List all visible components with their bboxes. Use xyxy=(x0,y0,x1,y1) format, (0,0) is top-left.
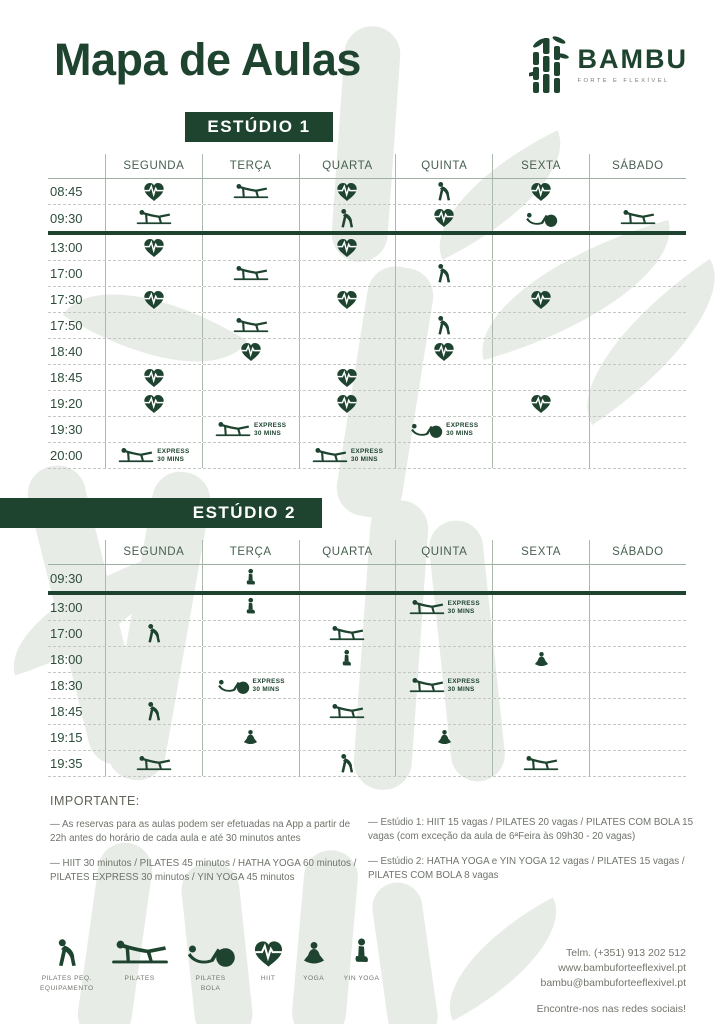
hiit-icon xyxy=(433,208,455,228)
class-cell xyxy=(492,699,589,724)
class-cell xyxy=(202,443,299,468)
class-cell xyxy=(492,235,589,260)
class-cell xyxy=(395,673,492,698)
class-cell xyxy=(492,179,589,204)
legend-icon-box xyxy=(186,932,236,968)
time-label: 17:50 xyxy=(50,318,83,333)
time-label: 18:45 xyxy=(50,704,83,719)
legend-item-yoga xyxy=(301,932,327,984)
studio-section-2 xyxy=(0,498,724,777)
class-cell xyxy=(299,595,396,620)
class-cell xyxy=(589,565,686,591)
pilates-icon xyxy=(136,209,172,227)
express-line1: EXPRESS xyxy=(254,421,287,429)
class-cell xyxy=(202,725,299,750)
class-cell xyxy=(105,365,202,390)
schedule-row xyxy=(48,365,686,391)
class-cell xyxy=(395,417,492,442)
studio-banner-title: ESTÚDIO 2 xyxy=(192,503,296,522)
class-cell xyxy=(395,287,492,312)
yoga-icon xyxy=(436,728,453,747)
legend-label-line: PILATES xyxy=(195,975,226,982)
legend-item-yin-yoga xyxy=(344,932,380,984)
pilates-peq-icon xyxy=(435,263,453,284)
hiit-icon xyxy=(433,342,455,362)
class-cell xyxy=(395,595,492,620)
class-cell xyxy=(299,287,396,312)
legend-item-pilates-peq xyxy=(40,932,94,994)
pilates-icon xyxy=(329,703,365,721)
page-title: Mapa de Aulas xyxy=(54,34,361,85)
express-line2: 30 MINS xyxy=(446,429,474,437)
legend-label-line: EQUIPAMENTO xyxy=(40,984,94,992)
pilates-peq-icon xyxy=(338,753,356,774)
schedule-header-row xyxy=(48,540,686,565)
express-line1: EXPRESS xyxy=(447,599,480,607)
schedule-row xyxy=(48,673,686,699)
hiit-icon xyxy=(336,394,358,414)
class-cell xyxy=(589,365,686,390)
schedule-row xyxy=(48,287,686,313)
class-cell xyxy=(105,595,202,620)
class-cell xyxy=(589,313,686,338)
yin-yoga-icon xyxy=(353,938,371,968)
express-line1: EXPRESS xyxy=(446,421,479,429)
class-cell xyxy=(395,391,492,416)
pilates-icon xyxy=(409,677,445,695)
class-cell xyxy=(105,287,202,312)
pilates-icon xyxy=(233,183,269,201)
class-cell xyxy=(589,595,686,620)
studio-banner-title: ESTÚDIO 1 xyxy=(207,117,311,136)
legend-label-line: BOLA xyxy=(200,984,221,992)
express-label xyxy=(157,448,189,463)
pilates-icon xyxy=(118,447,154,465)
pilates-icon xyxy=(215,421,251,439)
pilates-peq-icon xyxy=(435,181,453,202)
legend-label-line: YOGA xyxy=(303,975,325,982)
class-cell xyxy=(299,751,396,776)
day-header: QUINTA xyxy=(395,154,492,178)
class-cell xyxy=(202,751,299,776)
class-cell xyxy=(105,443,202,468)
class-cell xyxy=(299,417,396,442)
class-cell xyxy=(492,287,589,312)
day-header: QUINTA xyxy=(395,540,492,564)
day-header: SEGUNDA xyxy=(105,540,202,564)
schedule-row xyxy=(48,179,686,205)
email-address: bambu@bambuforteeflexivel.pt xyxy=(540,977,686,990)
class-cell xyxy=(105,235,202,260)
hiit-icon xyxy=(143,368,165,388)
class-cell xyxy=(299,565,396,591)
class-cell xyxy=(202,339,299,364)
class-cell xyxy=(105,417,202,442)
schedule-row xyxy=(48,391,686,417)
express-line1: EXPRESS xyxy=(252,677,285,685)
express-label xyxy=(254,422,286,437)
express-line2: 30 MINS xyxy=(254,429,282,437)
studio-banner-2 xyxy=(0,498,322,528)
class-cell xyxy=(299,391,396,416)
pilates-peq-icon xyxy=(54,938,80,968)
legend-icon-box xyxy=(54,932,80,968)
schedule-row xyxy=(48,205,686,231)
yin-yoga-icon xyxy=(245,597,257,618)
class-cell xyxy=(299,673,396,698)
day-header: TERÇA xyxy=(202,154,299,178)
pilates-icon xyxy=(136,755,172,773)
notes-right-column xyxy=(368,816,704,895)
bamboo-watermark xyxy=(369,879,441,1024)
class-cell xyxy=(202,261,299,286)
class-cell xyxy=(492,417,589,442)
time-column-header xyxy=(48,154,105,178)
class-cell xyxy=(299,235,396,260)
class-cell xyxy=(299,261,396,286)
pilates-bola-icon xyxy=(410,420,443,439)
express-line1: EXPRESS xyxy=(157,447,190,455)
class-cell xyxy=(395,365,492,390)
time-label: 18:00 xyxy=(50,652,83,667)
note-durations: — HIIT 30 minutos / PILATES 45 minutos / HATHA YOGA 60 minutos / PILATES EXPRESS 30 minutos / YIN YOGA 45 minutos xyxy=(50,858,357,884)
pilates-icon xyxy=(233,317,269,335)
bamboo-icon xyxy=(529,34,569,94)
day-header: SÁBADO xyxy=(589,154,686,178)
note-reservations: — As reservas para as aulas podem ser efetuadas na App a partir de 22h antes do horário de cada aula e até 30 minutos antes xyxy=(50,819,351,844)
class-cell xyxy=(492,565,589,591)
class-cell xyxy=(105,179,202,204)
day-header: QUARTA xyxy=(299,540,396,564)
class-cell xyxy=(492,443,589,468)
class-cell xyxy=(395,339,492,364)
class-cell xyxy=(589,179,686,204)
class-cell xyxy=(589,235,686,260)
hiit-icon xyxy=(530,182,552,202)
class-cell xyxy=(105,751,202,776)
pilates-icon xyxy=(523,755,559,773)
class-cell xyxy=(492,751,589,776)
yoga-icon xyxy=(301,939,327,968)
legend-label-line: YIN YOGA xyxy=(343,975,380,982)
class-cell xyxy=(299,205,396,231)
class-cell xyxy=(105,725,202,750)
time-label: 19:20 xyxy=(50,396,83,411)
time-label: 18:30 xyxy=(50,678,83,693)
hiit-icon xyxy=(336,182,358,202)
legend-label-line: HIIT xyxy=(260,975,276,982)
class-cell xyxy=(105,313,202,338)
time-label: 17:00 xyxy=(50,266,83,281)
class-cell xyxy=(589,673,686,698)
brand-logo xyxy=(529,34,689,94)
class-cell xyxy=(105,699,202,724)
studio-banner-1 xyxy=(185,112,333,142)
schedule-row xyxy=(48,339,686,365)
pilates-icon xyxy=(312,447,348,465)
class-cell xyxy=(395,205,492,231)
hiit-icon xyxy=(336,238,358,258)
class-cell xyxy=(105,647,202,672)
yin-yoga-icon xyxy=(341,649,353,670)
yoga-icon xyxy=(242,728,259,747)
class-cell xyxy=(202,673,299,698)
express-line2: 30 MINS xyxy=(157,455,185,463)
time-label: 18:45 xyxy=(50,370,83,385)
legend-icon-box xyxy=(253,932,284,968)
class-cell xyxy=(492,595,589,620)
pilates-bola-icon xyxy=(525,209,558,228)
class-cell xyxy=(299,725,396,750)
express-line2: 30 MINS xyxy=(447,607,475,615)
class-cell xyxy=(395,647,492,672)
hiit-icon xyxy=(530,290,552,310)
express-line2: 30 MINS xyxy=(447,685,475,693)
hiit-icon xyxy=(143,394,165,414)
class-cell xyxy=(202,287,299,312)
yin-yoga-icon xyxy=(245,568,257,589)
time-label: 17:30 xyxy=(50,292,83,307)
class-cell xyxy=(202,595,299,620)
pilates-peq-icon xyxy=(145,701,163,722)
day-header: TERÇA xyxy=(202,540,299,564)
class-type-legend xyxy=(40,932,379,994)
class-cell xyxy=(395,751,492,776)
class-cell xyxy=(299,365,396,390)
time-label: 20:00 xyxy=(50,448,83,463)
hiit-icon xyxy=(336,368,358,388)
class-cell xyxy=(589,417,686,442)
express-label xyxy=(253,678,285,693)
time-label: 09:30 xyxy=(50,570,83,586)
class-cell xyxy=(202,313,299,338)
notes-title: IMPORTANTE: xyxy=(50,794,140,808)
note-studio1-capacity: — Estúdio 1: HIIT 15 vagas / PILATES 20 vagas / PILATES COM BOLA 15 vagas (com exceção da aula de 6ªFeira às 09h30 - 20 vagas) xyxy=(368,817,694,842)
express-line1: EXPRESS xyxy=(447,677,480,685)
pilates-bola-icon xyxy=(217,676,250,695)
pilates-icon xyxy=(329,625,365,643)
class-cell xyxy=(395,235,492,260)
schedule-row xyxy=(48,595,686,621)
social-callout: Encontre-nos nas redes sociais! xyxy=(536,1002,686,1015)
legend-icon-box xyxy=(301,932,327,968)
class-cell xyxy=(395,313,492,338)
schedule-row xyxy=(48,751,686,777)
class-cell xyxy=(202,565,299,591)
schedule-table-1 xyxy=(48,154,686,469)
class-cell xyxy=(589,647,686,672)
express-line2: 30 MINS xyxy=(350,455,378,463)
class-cell xyxy=(299,179,396,204)
hiit-icon xyxy=(530,394,552,414)
legend-item-hiit xyxy=(253,932,284,984)
class-cell xyxy=(492,313,589,338)
class-cell xyxy=(589,261,686,286)
schedule-row xyxy=(48,235,686,261)
pilates-bola-icon xyxy=(186,940,236,968)
pilates-peq-icon xyxy=(145,623,163,644)
class-cell xyxy=(492,621,589,646)
class-cell xyxy=(105,621,202,646)
time-column-header xyxy=(48,540,105,564)
class-cell xyxy=(589,287,686,312)
class-cell xyxy=(395,261,492,286)
day-header: SÁBADO xyxy=(589,540,686,564)
time-label: 19:35 xyxy=(50,756,83,771)
time-label: 19:30 xyxy=(50,422,83,437)
schedule-row xyxy=(48,621,686,647)
legend-label-line: PILATES PEQ. xyxy=(41,975,92,982)
pilates-icon xyxy=(111,939,169,968)
class-cell xyxy=(492,647,589,672)
class-cell xyxy=(492,205,589,231)
class-cell xyxy=(105,565,202,591)
class-cell xyxy=(105,391,202,416)
pilates-icon xyxy=(233,265,269,283)
hiit-icon xyxy=(143,238,165,258)
class-cell xyxy=(105,261,202,286)
brand-name: BAMBU xyxy=(577,44,688,74)
legend-label xyxy=(344,974,380,984)
class-cell xyxy=(299,313,396,338)
contact-info xyxy=(537,946,686,1017)
note-studio2-capacity: — Estúdio 2: HATHA YOGA e YIN YOGA 12 vagas / PILATES 15 vagas / PILATES COM BOLA 8 vagas xyxy=(368,856,685,882)
hiit-icon xyxy=(253,940,284,968)
express-line1: EXPRESS xyxy=(350,447,384,455)
legend-label-line: PILATES xyxy=(124,975,155,982)
time-label: 09:30 xyxy=(50,210,83,226)
class-cell xyxy=(492,725,589,750)
class-cell xyxy=(202,621,299,646)
website-url: www.bambuforteeflexivel.pt xyxy=(558,962,686,975)
class-cell xyxy=(395,179,492,204)
legend-label xyxy=(303,974,324,984)
notes-left-column xyxy=(50,794,362,897)
pilates-peq-icon xyxy=(435,315,453,336)
day-header: QUARTA xyxy=(299,154,396,178)
schedule-row xyxy=(48,313,686,339)
schedule-row xyxy=(48,261,686,287)
time-label: 08:45 xyxy=(50,184,83,199)
studio-section-1 xyxy=(0,112,724,469)
class-cell xyxy=(202,647,299,672)
class-cell xyxy=(492,365,589,390)
express-label xyxy=(448,678,480,693)
class-cell xyxy=(589,725,686,750)
legend-label xyxy=(196,974,226,994)
pilates-icon xyxy=(409,599,445,617)
schedule-table-2 xyxy=(48,540,686,777)
class-cell xyxy=(492,673,589,698)
schedule-row xyxy=(48,417,686,443)
schedule-row xyxy=(48,699,686,725)
time-label: 18:40 xyxy=(50,344,83,359)
yoga-icon xyxy=(533,650,550,669)
schedule-row xyxy=(48,565,686,591)
time-label: 13:00 xyxy=(50,600,83,615)
day-header: SEXTA xyxy=(492,154,589,178)
time-label: 13:00 xyxy=(50,240,83,255)
day-header: SEXTA xyxy=(492,540,589,564)
class-cell xyxy=(395,725,492,750)
class-cell xyxy=(202,205,299,231)
class-cell xyxy=(202,365,299,390)
class-cell xyxy=(589,443,686,468)
class-cell xyxy=(492,261,589,286)
class-cell xyxy=(202,235,299,260)
class-cell xyxy=(202,699,299,724)
class-cell xyxy=(395,443,492,468)
schedule-row xyxy=(48,443,686,469)
class-cell xyxy=(589,205,686,231)
legend-label xyxy=(40,974,94,994)
hiit-icon xyxy=(336,290,358,310)
class-cell xyxy=(589,621,686,646)
pilates-icon xyxy=(620,209,656,227)
schedule-row xyxy=(48,725,686,751)
class-cell xyxy=(202,179,299,204)
class-cell xyxy=(395,699,492,724)
time-label: 19:15 xyxy=(50,730,83,745)
class-cell xyxy=(299,699,396,724)
class-cell xyxy=(299,621,396,646)
pilates-peq-icon xyxy=(338,208,356,229)
express-line2: 30 MINS xyxy=(252,685,280,693)
legend-icon-box xyxy=(111,932,169,968)
schedule-header-row xyxy=(48,154,686,179)
brand-tagline: FORTE E FLEXÍVEL xyxy=(577,78,670,84)
day-header: SEGUNDA xyxy=(105,154,202,178)
class-cell xyxy=(492,339,589,364)
legend-item-pilates-bola xyxy=(186,932,236,994)
class-cell xyxy=(105,673,202,698)
class-cell xyxy=(492,391,589,416)
hiit-icon xyxy=(240,342,262,362)
class-cell xyxy=(299,647,396,672)
class-cell xyxy=(299,443,396,468)
time-label: 17:00 xyxy=(50,626,83,641)
class-cell xyxy=(395,565,492,591)
legend-label xyxy=(261,974,275,984)
phone-number: Telm. (+351) 913 202 512 xyxy=(566,947,686,959)
class-cell xyxy=(299,339,396,364)
class-cell xyxy=(395,621,492,646)
legend-icon-box xyxy=(353,932,371,968)
class-cell xyxy=(589,751,686,776)
express-label xyxy=(351,448,383,463)
class-cell xyxy=(105,205,202,231)
hiit-icon xyxy=(143,290,165,310)
legend-label xyxy=(125,974,155,984)
class-cell xyxy=(202,417,299,442)
hiit-icon xyxy=(143,182,165,202)
class-cell xyxy=(589,339,686,364)
schedule-row xyxy=(48,647,686,673)
class-cell xyxy=(589,699,686,724)
class-cell xyxy=(202,391,299,416)
express-label xyxy=(446,422,478,437)
legend-item-pilates xyxy=(111,932,169,984)
class-cell xyxy=(589,391,686,416)
class-cell xyxy=(105,339,202,364)
express-label xyxy=(448,600,480,615)
